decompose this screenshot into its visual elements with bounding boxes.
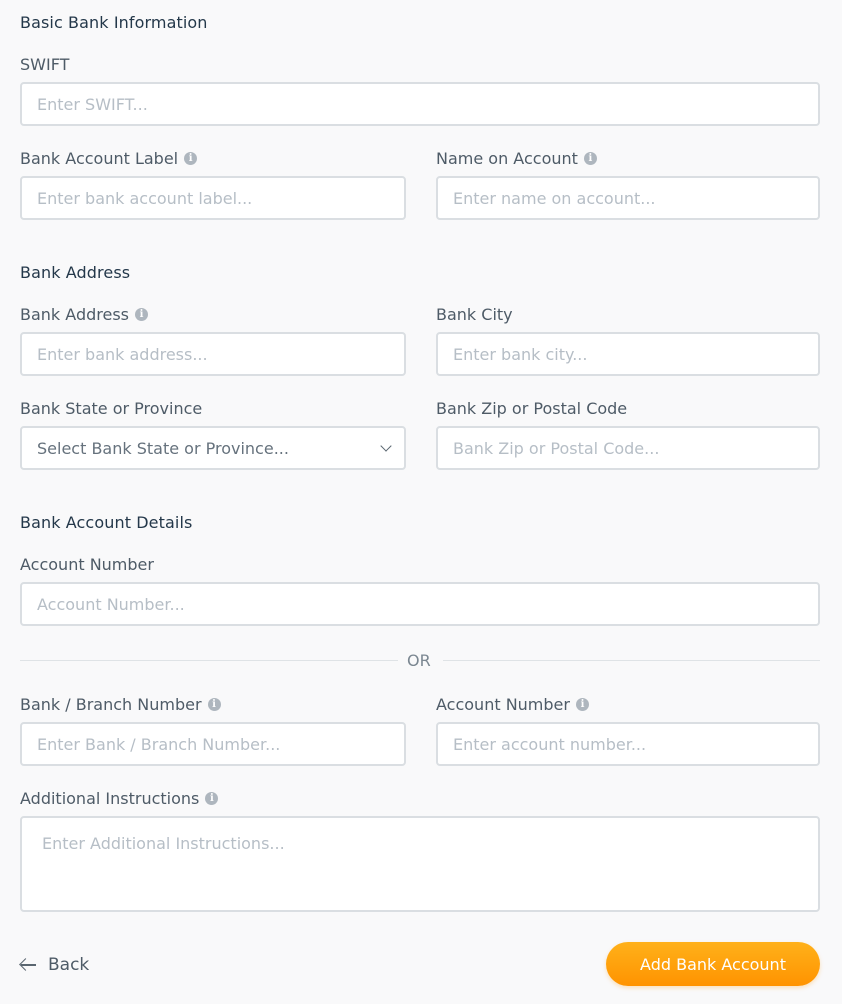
swift-input[interactable] [20,82,820,126]
back-link[interactable] [20,955,89,975]
name-on-account-label-text: Name on Account [436,149,578,168]
additional-instructions-label [20,789,218,808]
info-icon[interactable]: i [135,308,148,321]
additional-instructions-textarea[interactable] [20,816,820,912]
info-icon[interactable]: i [184,152,197,165]
divider-line-right [443,660,820,661]
bank-zip-label [436,399,627,418]
bank-address-input[interactable] [20,332,406,376]
bank-city-label-text: Bank City [436,305,513,324]
swift-label [20,55,69,74]
bank-state-select[interactable] [20,426,406,470]
bank-account-label-text: Bank Account Label [20,149,179,168]
section-title-address: Bank Address [20,263,131,282]
arrow-left-icon [20,958,36,972]
or-divider-text: OR [407,651,431,670]
divider-line-left [20,660,398,661]
name-on-account-label [436,149,597,168]
bank-address-label [20,305,148,324]
section-title-details: Bank Account Details [20,513,193,532]
info-icon[interactable]: i [576,698,589,711]
bank-zip-input[interactable] [436,426,820,470]
branch-number-input[interactable] [20,722,406,766]
name-on-account-input[interactable] [436,176,820,220]
bank-zip-label-text: Bank Zip or Postal Code [436,399,628,418]
account-number-alt-label-text: Account Number [436,695,570,714]
branch-number-label-text: Bank / Branch Number [20,695,202,714]
account-number-input[interactable] [20,582,820,626]
account-number-label [20,555,154,574]
info-icon[interactable]: i [205,792,218,805]
info-icon[interactable]: i [208,698,221,711]
section-title-basic: Basic Bank Information [20,13,208,32]
account-number-alt-label [436,695,589,714]
chevron-down-icon [380,440,391,451]
bank-city-label [436,305,513,324]
additional-instructions-label-text: Additional Instructions [20,789,200,808]
account-number-alt-input[interactable] [436,722,820,766]
bank-city-input[interactable] [436,332,820,376]
branch-number-label [20,695,221,714]
add-bank-account-button[interactable]: Add Bank Account [606,942,820,986]
bank-account-label-input[interactable] [20,176,406,220]
bank-account-label-label [20,149,197,168]
info-icon[interactable]: i [584,152,597,165]
bank-state-label [20,399,202,418]
back-link-label: Back [48,955,90,975]
account-number-label-text: Account Number [20,555,154,574]
bank-state-label-text: Bank State or Province [20,399,203,418]
bank-state-select-value: Select Bank State or Province... [37,438,289,458]
swift-label-text: SWIFT [20,55,70,74]
bank-address-label-text: Bank Address [20,305,129,324]
